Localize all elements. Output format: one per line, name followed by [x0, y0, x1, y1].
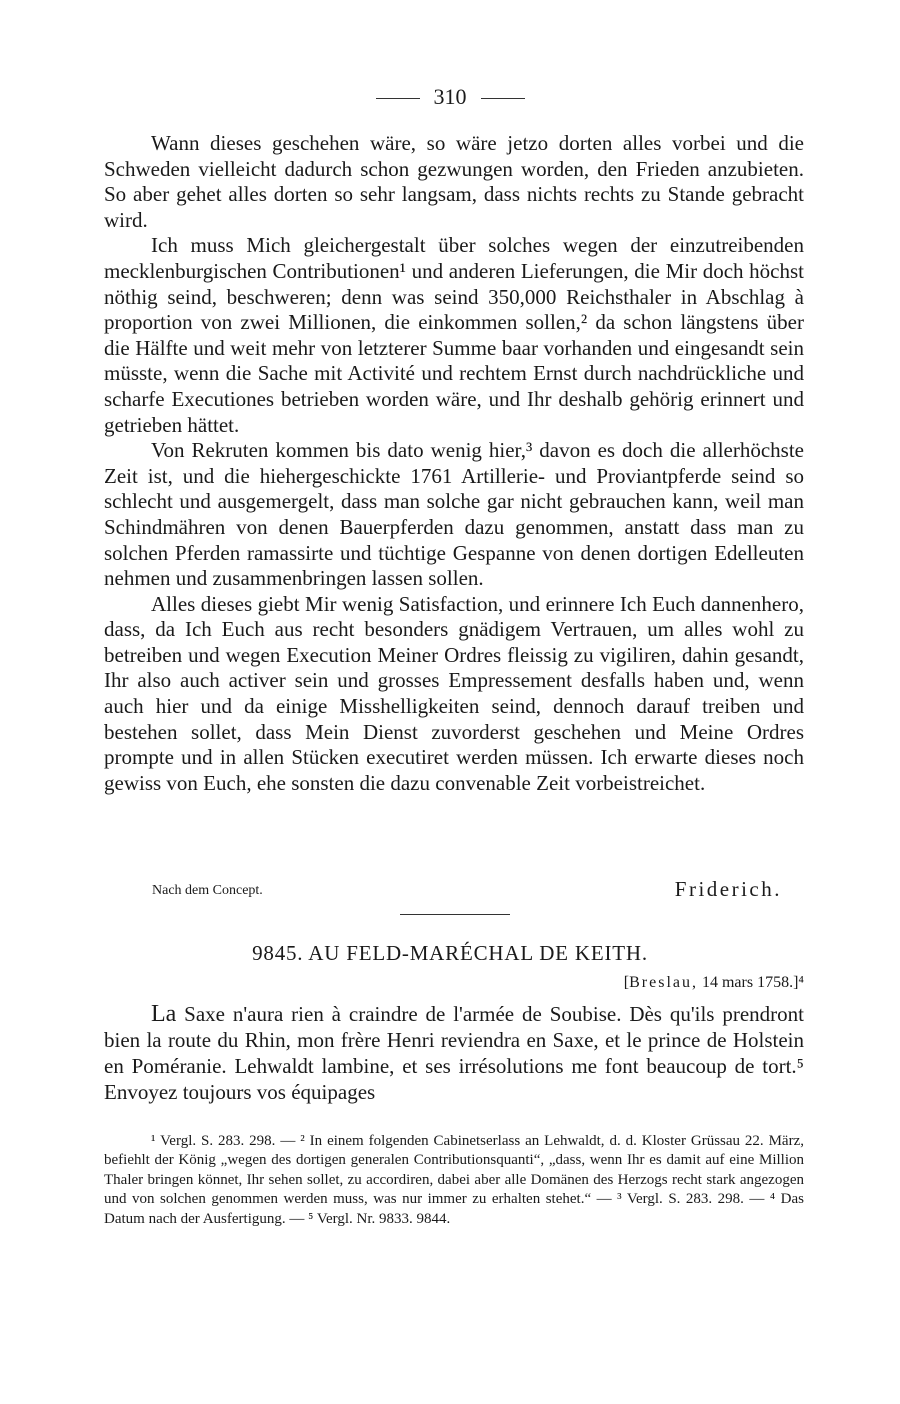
- letter-text: Saxe n'aura rien à craindre de l'armée de Soubise. Dès qu'ils prendront bien la route du Rhin, mon frère Henri reviendra en Saxe, et le prince de Holstein en Poméranie. Lehwaldt lambine, et ses irrésolutions me font beaucoup de tort.⁵ Envoyez toujours vos équipages: [104, 1002, 804, 1104]
- signature: Friderich.: [674, 877, 782, 901]
- dateline: [624, 974, 804, 992]
- letter-body: [104, 131, 804, 796]
- letter-paragraph: [104, 1001, 804, 1105]
- body-paragraph-1: Wann dieses geschehen wäre, so wäre jetzo dorten alles vorbei und die Schweden vielleicht dadurch schon gezwungen worden, den Frieden anzubieten. So aber gehet alles dorten so sehr langsam, dass nichts rechts zu Stande gebracht wird.: [104, 131, 804, 232]
- header-dash-left: [376, 98, 420, 99]
- footnotes: [104, 1132, 804, 1229]
- header-dash-right: [481, 98, 525, 99]
- dateline-open: [: [623, 974, 630, 991]
- body-paragraph-2: Ich muss Mich gleichergestalt über solches wegen der einzutreibenden mecklenburgischen Contributionen¹ und anderen Lieferungen, die Mir doch höchst nöthig seind, beschweren; denn was seind 350,000 Reichsthaler in Abschlag à proportion von zwei Millionen, die einkommen sollen,² da schon längstens über die Hälfte und weit mehr von letzterer Summe baar vorhanden und eingesandt sein müsste, wenn die Sache mit Activité und rechtem Ernst durch nachdrückliche und scharfe Executiones betrieben worden wäre, und Ihr deshalb gehörig erinnert und getrieben hättet.: [104, 233, 804, 437]
- section-divider: [400, 914, 510, 915]
- page-header: [0, 84, 900, 110]
- french-letter: [104, 1001, 804, 1105]
- body-paragraph-3: Von Rekruten kommen bis dato wenig hier,³ davon es doch die allerhöchste Zeit ist, und die hiehergeschickte 1761 Artillerie- und Proviantpferde seind so schlecht und ausgemergelt, dass man solche gar nicht gebrauchen kann, weil man Schindmähren von denen Bauerpferden dazu genommen, anstatt dass man zu solchen Pferden ramassirte und tüchtige Gespanne von denen dortigen Edelleuten nehmen und zusammenbringen lassen sollen.: [104, 438, 804, 591]
- concept-note: Nach dem Concept.: [152, 883, 263, 898]
- footnote-text: ¹ Vergl. S. 283. 298. — ² In einem folgenden Cabinetserlass an Lehwaldt, d. d. Kloster Grüssau 22. März, befiehlt der König „wegen des dortigen generalen Contributionsquanti“, „dass, wenn Ihr es damit auf eine Million Thaler bringen könnet, Ihr sehen sollet, zu accordiren, dabei aber alle Domänen des Herzogs recht stark angezogen und von solchen genommen werden muss, was nur immer zu erhalten stehet.“ — ³ Vergl. S. 283. 298. — ⁴ Das Datum nach der Ausfertigung. — ⁵ Vergl. Nr. 9833. 9844.: [104, 1133, 804, 1227]
- letter-first-word: La: [151, 1001, 177, 1027]
- page-number: 310: [433, 84, 467, 109]
- dateline-place: Breslau,: [629, 974, 698, 991]
- body-paragraph-4: Alles dieses giebt Mir wenig Satisfaction, und erinnere Ich Euch dannenhero, dass, da Ich Euch aus recht besonders gnädigem Vertrauen, um alles wohl zu betreiben und wegen Execution Meiner Ordres fleissig zu vigiliren, dahin gesandt, Ihr also auch activer sein und grosses Empressement desfalls haben und, wenn auch hier und da einige Misshelligkeiten seind, dennoch darauf treiben und bestehen sollet, dass Mein Dienst zuvorderst geschehen und Meine Ordres prompte und in allen Stücken executiret werden müssen. Ich erwarte dieses noch gewiss von Euch, ehe sonsten die dazu convenable Zeit vorbeistreichet.: [104, 591, 804, 795]
- document-title: 9845. AU FELD-MARÉCHAL DE KEITH.: [252, 941, 648, 965]
- dateline-date: 14 mars 1758.]⁴: [697, 974, 804, 991]
